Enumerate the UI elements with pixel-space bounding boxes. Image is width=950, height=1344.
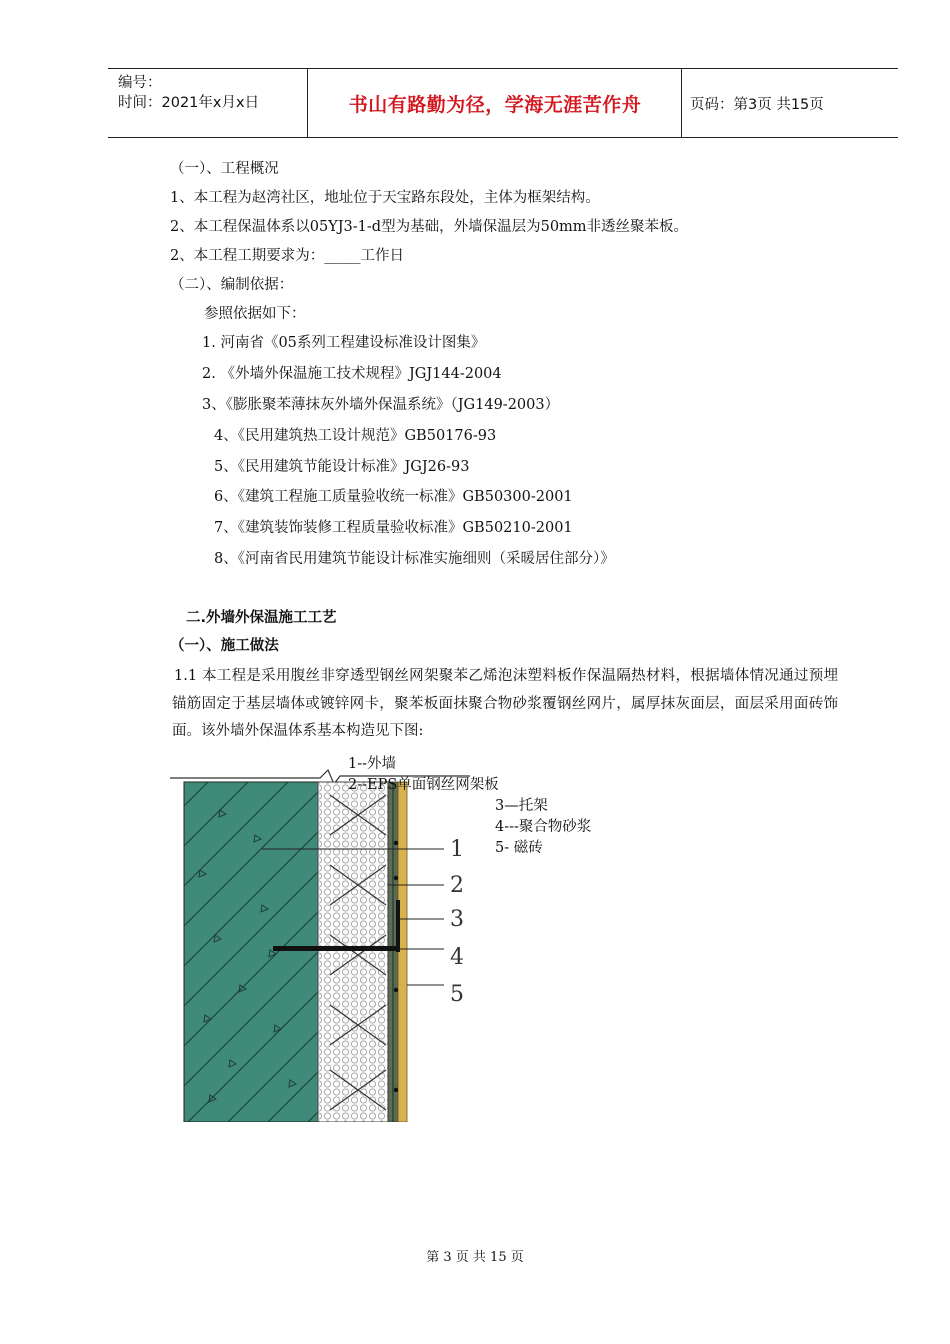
basis-item: 3、《膨胀聚苯薄抹灰外墙外保温系统》（JG149-2003） — [202, 397, 560, 413]
anchor-bar — [273, 946, 399, 951]
construction-paragraph: 1.1 本工程是采用腹丝非穿透型钢丝网架聚苯乙烯泡沫塑料板作保温隔热材料，根据墙体情况通过预埋锚筋固定于基层墙体或镀锌网卡，聚苯板面抹聚合物砂浆覆钢丝网片，属厚抹灰面层，面层采用面砖饰面。该外墙外保温体系基本构造见下图: — [172, 668, 838, 739]
basis-intro: 参照依据如下： — [204, 306, 306, 322]
mesh-tie — [394, 1088, 398, 1092]
page-header — [108, 68, 898, 138]
legend-item: 2--EPS单面钢丝网架板 — [348, 777, 499, 793]
exterior-wall — [184, 782, 320, 1122]
overview-item: 2、本工程工期要求为：_____工作日 — [170, 248, 404, 264]
legend-item: 5- 磁砖 — [495, 840, 543, 856]
header-divider — [681, 69, 682, 137]
basis-item: 4、《民用建筑热工设计规范》GB50176-93 — [214, 428, 497, 444]
mesh-tie — [394, 841, 398, 845]
basis-item: 2. 《外墙外保温施工技术规程》JGJ144-2004 — [202, 366, 502, 382]
section-heading: 二.外墙外保温施工工艺 — [186, 610, 337, 626]
basis-item: 6、《建筑工程施工质量验收统一标准》GB50300-2001 — [214, 489, 573, 505]
header-meta — [118, 73, 259, 113]
callout-number: 1 — [450, 837, 464, 862]
subsection-heading: （一）、施工做法 — [170, 638, 279, 654]
number-label: 编号： — [118, 75, 162, 91]
wall-insulation-diagram — [170, 760, 470, 1126]
header-motto: 书山有路勤为径，学海无涯苦作舟 — [348, 93, 642, 116]
basis-heading: （二）、编制依据： — [170, 277, 294, 293]
mesh-tie — [394, 988, 398, 992]
callout-number: 4 — [450, 945, 464, 970]
callout-number: 5 — [450, 982, 464, 1007]
mesh-tie — [394, 876, 398, 880]
basis-item: 8、《河南省民用建筑节能设计标准实施细则（采暖居住部分）》 — [214, 551, 615, 567]
basis-item: 1. 河南省《05系列工程建设标准设计图集》 — [202, 335, 486, 351]
time-label: 时间：2021年x月x日 — [118, 95, 260, 111]
bracket — [396, 900, 400, 952]
callout-number: 3 — [450, 907, 464, 932]
legend-item: 3—托架 — [495, 798, 548, 814]
basis-item: 5、《民用建筑节能设计标准》JGJ26-93 — [214, 459, 470, 475]
basis-item: 7、《建筑装饰装修工程质量验收标准》GB50210-2001 — [214, 520, 573, 536]
overview-item: 1、本工程为赵湾社区，地址位于天宝路东段处，主体为框架结构。 — [170, 190, 600, 206]
page-footer: 第 3 页 共 15 页 — [426, 1250, 524, 1265]
overview-item: 2、本工程保温体系以05YJ3-1-d型为基础，外墙保温层为50mm非透丝聚苯板。 — [170, 219, 689, 235]
wall-section-drawing — [170, 760, 470, 1122]
callout-number: 2 — [450, 873, 464, 898]
overview-heading: （一）、工程概况 — [170, 161, 279, 177]
header-page-info: 页码：第3页 共15页 — [690, 96, 824, 113]
legend-item: 1--外墙 — [348, 756, 397, 772]
legend-item: 4---聚合物砂浆 — [495, 819, 592, 835]
